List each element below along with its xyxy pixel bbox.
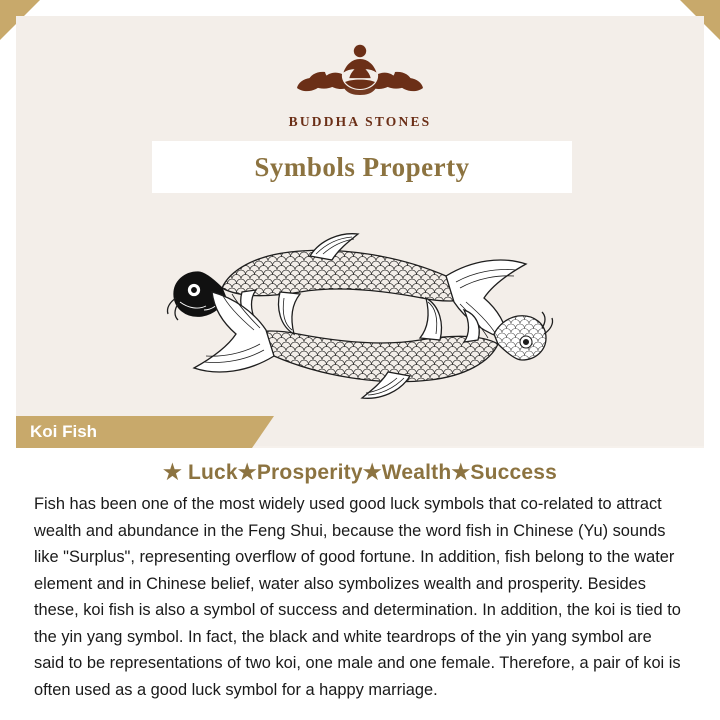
ribbon-notch	[252, 416, 274, 448]
koi-fish-yin-yang-illustration	[16, 196, 704, 436]
page-title: Symbols Property	[254, 151, 470, 182]
brand-logo-block	[16, 38, 704, 130]
keyword-list: ★ Luck★Prosperity★Wealth★Success	[162, 461, 558, 484]
brand-name: BUDDHA STONES	[288, 114, 432, 129]
lotus-meditation-icon	[16, 38, 704, 110]
description-block	[16, 448, 704, 720]
symbol-label-ribbon	[16, 416, 252, 448]
description-paragraph: Fish has been one of the most widely used good luck symbols that co-related to attract wealth and abundance in the Feng Shui, because the word fish in Chinese (Yu) sounds like "Surplus", representing overflow of good fortune. In addition, fish belong to the water element and in Chinese belief, water also symbolizes wealth and prosperity. Besides these, koi fish is also a symbol of success and determination. In addition, the koi is tied to the yin yang symbol. In fact, the black and white teardrops of the yin yang symbol are said to be representations of two koi, one male and one female. Therefore, a pair of koi is often used as a good luck symbol for a happy marriage.	[34, 495, 681, 700]
section-title-bar	[152, 141, 572, 193]
symbol-name: Koi Fish	[30, 422, 98, 441]
